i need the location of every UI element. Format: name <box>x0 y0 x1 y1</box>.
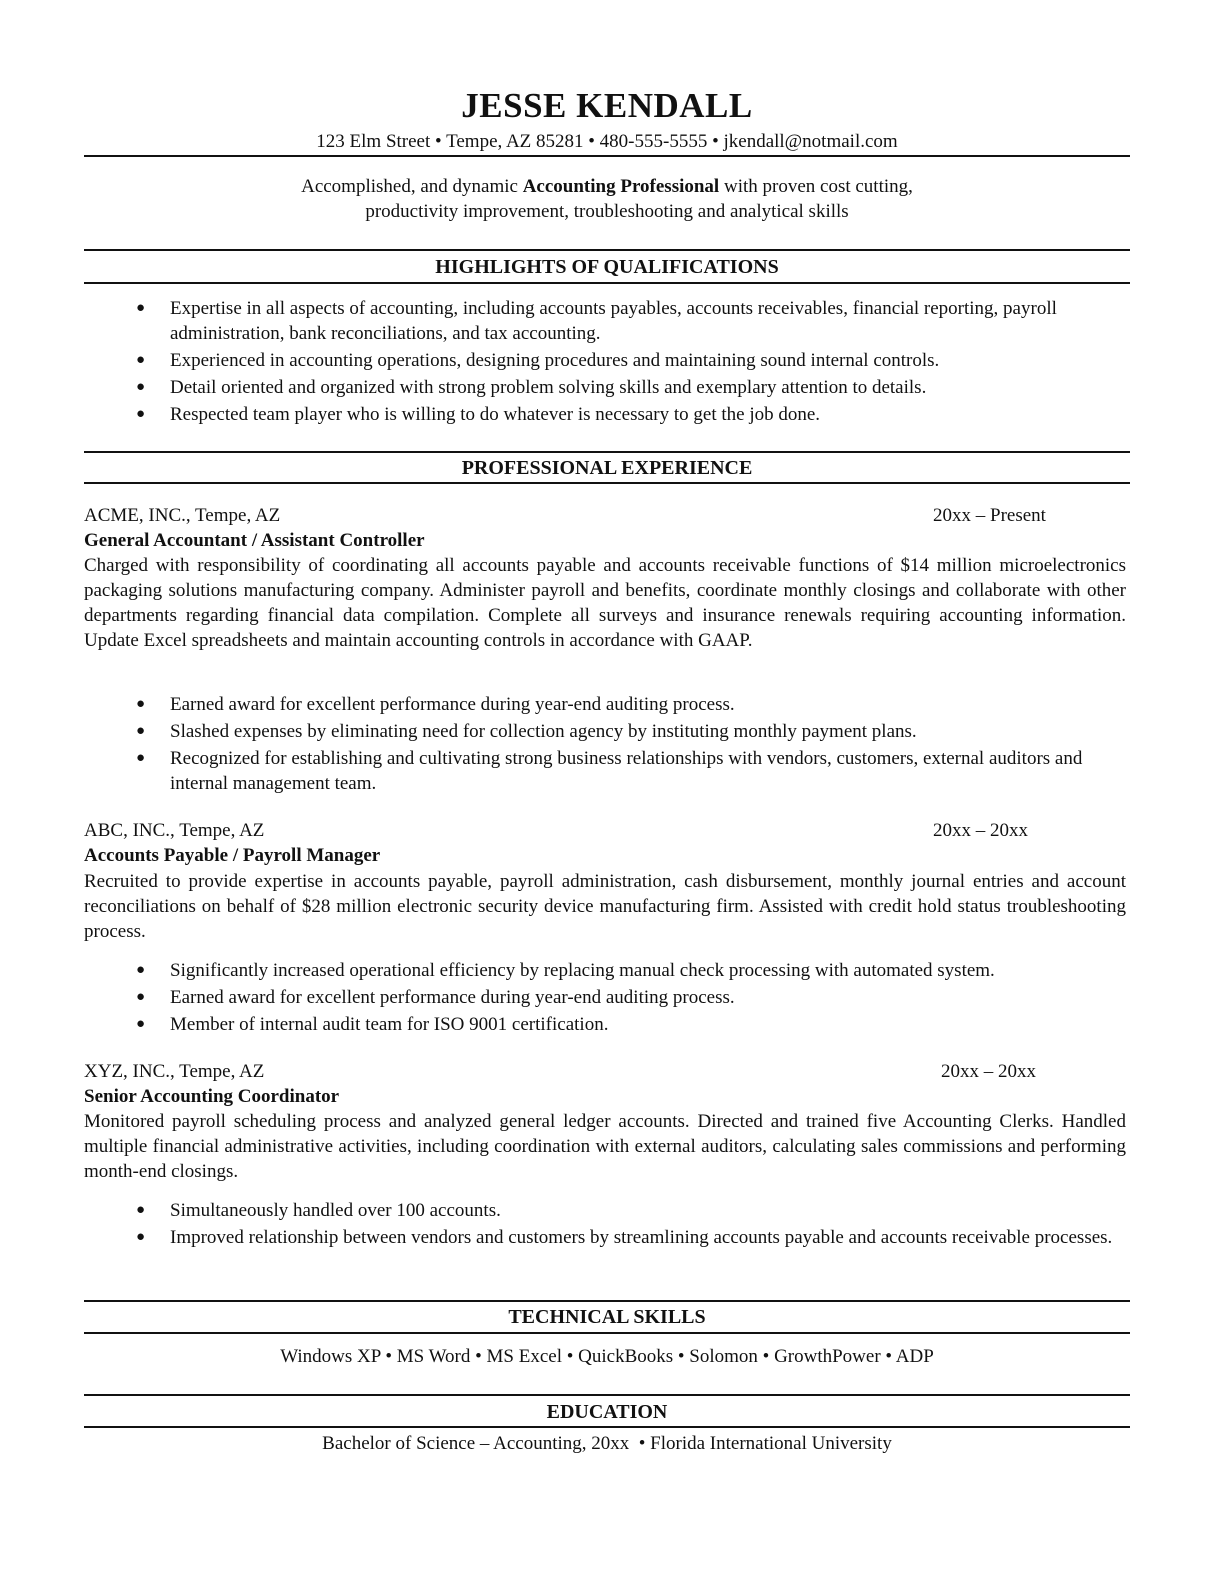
bullet-icon: ● <box>136 696 146 712</box>
job-title: General Accountant / Assistant Controller <box>84 530 425 551</box>
list-item: ● Significantly increased operational efficiency by replacing manual check processing with automated system. <box>136 960 995 981</box>
bullet-icon: ● <box>136 406 146 422</box>
education-rule-top <box>84 1394 1130 1396</box>
skills-rule-top <box>84 1300 1130 1302</box>
education-line: Bachelor of Science – Accounting, 20xx • Florida International University <box>322 1433 892 1454</box>
list-item: ● Expertise in all aspects of accounting, including accounts payables, accounts receivables, financial reporting, payroll administration, bank reconciliations, and tax accounting. <box>136 298 1057 344</box>
summary-line-1: Accomplished, and dynamic Accounting Professional with proven cost cutting, <box>301 176 913 197</box>
list-item: ● Detail oriented and organized with strong problem solving skills and exemplary attention to details. <box>136 377 927 398</box>
list-item: ● Simultaneously handled over 100 accounts. <box>136 1200 501 1221</box>
summary-line-2: productivity improvement, troubleshooting and analytical skills <box>365 201 849 222</box>
bullet-icon: ● <box>136 1229 146 1245</box>
company-name: XYZ, INC., Tempe, AZ <box>84 1061 265 1082</box>
job-description: Charged with responsibility of coordinating all accounts payable and accounts receivable functions of $14 million microelectronics packaging solutions manufacturing company. Administer payroll and benefits, coordinate monthly closings and collaborate with other departments regarding financial data compilation. Complete all surveys and insurance renewals requiring accounting information. Update Excel spreadsheets and maintain accounting controls in accordance with GAAP. <box>84 555 1126 651</box>
job-dates: 20xx – Present <box>933 505 1046 526</box>
list-item: ● Slashed expenses by eliminating need for collection agency by instituting monthly payment plans. <box>136 721 917 742</box>
experience-rule-bottom <box>84 482 1130 484</box>
experience-rule-top <box>84 451 1130 453</box>
job-title: Senior Accounting Coordinator <box>84 1086 340 1107</box>
list-item: ● Experienced in accounting operations, designing procedures and maintaining sound internal controls. <box>136 350 940 371</box>
job-dates: 20xx – 20xx <box>941 1061 1036 1082</box>
summary-emphasis: Accounting Professional <box>522 176 720 197</box>
list-item: ● Improved relationship between vendors and customers by streamlining accounts payable and accounts receivable processes. <box>136 1227 1113 1248</box>
professional-summary <box>84 174 1130 224</box>
job-title: Accounts Payable / Payroll Manager <box>84 845 381 866</box>
contact-line: 123 Elm Street • Tempe, AZ 85281 • 480-555-5555 • jkendall@notmail.com <box>316 131 898 152</box>
section-title-experience: PROFESSIONAL EXPERIENCE <box>461 457 753 479</box>
job-description: Recruited to provide expertise in accounts payable, payroll administration, cash disbursement, monthly journal entries and account reconciliations on behalf of $28 million electronic security device manufacturing firm. Assisted with credit hold status troubleshooting process. <box>84 871 1126 942</box>
bullet-icon: ● <box>136 989 146 1005</box>
bullet-icon: ● <box>136 1202 146 1218</box>
company-name: ABC, INC., Tempe, AZ <box>84 820 265 841</box>
skills-rule-bottom <box>84 1332 1130 1334</box>
skills-line: Windows XP • MS Word • MS Excel • QuickBooks • Solomon • GrowthPower • ADP <box>280 1346 934 1367</box>
company-name: ACME, INC., Tempe, AZ <box>84 505 281 526</box>
list-item: ● Recognized for establishing and cultivating strong business relationships with vendors, customers, external auditors and internal management team. <box>136 748 1083 794</box>
job-dates: 20xx – 20xx <box>933 820 1028 841</box>
list-item: ● Respected team player who is willing to do whatever is necessary to get the job done. <box>136 404 821 425</box>
highlights-rule-bottom <box>84 282 1130 284</box>
bullet-icon: ● <box>136 300 146 316</box>
bullet-icon: ● <box>136 352 146 368</box>
list-item: ● Earned award for excellent performance during year-end auditing process. <box>136 694 735 715</box>
section-title-highlights: HIGHLIGHTS OF QUALIFICATIONS <box>435 256 779 278</box>
job-achievements <box>84 692 1130 798</box>
bullet-icon: ● <box>136 750 146 766</box>
list-item: ● Member of internal audit team for ISO 9001 certification. <box>136 1014 609 1035</box>
candidate-name: JESSE KENDALL <box>461 86 753 125</box>
job-achievements <box>84 958 1130 1039</box>
bullet-icon: ● <box>136 723 146 739</box>
bullet-icon: ● <box>136 962 146 978</box>
highlights-list <box>84 296 1130 429</box>
education-rule-bottom <box>84 1426 1130 1428</box>
highlights-rule-top <box>84 249 1130 251</box>
bullet-icon: ● <box>136 1016 146 1032</box>
bullet-icon: ● <box>136 379 146 395</box>
header-divider <box>84 155 1130 157</box>
list-item: ● Earned award for excellent performance during year-end auditing process. <box>136 987 735 1008</box>
job-achievements <box>84 1198 1130 1252</box>
section-title-education: EDUCATION <box>546 1401 668 1423</box>
job-description: Monitored payroll scheduling process and analyzed general ledger accounts. Directed and trained five Accounting Clerks. Handled multiple financial administrative activities, including coordination with external auditors, calculating sales commissions and performing month-end closings. <box>84 1111 1126 1182</box>
section-title-skills: TECHNICAL SKILLS <box>508 1306 706 1328</box>
